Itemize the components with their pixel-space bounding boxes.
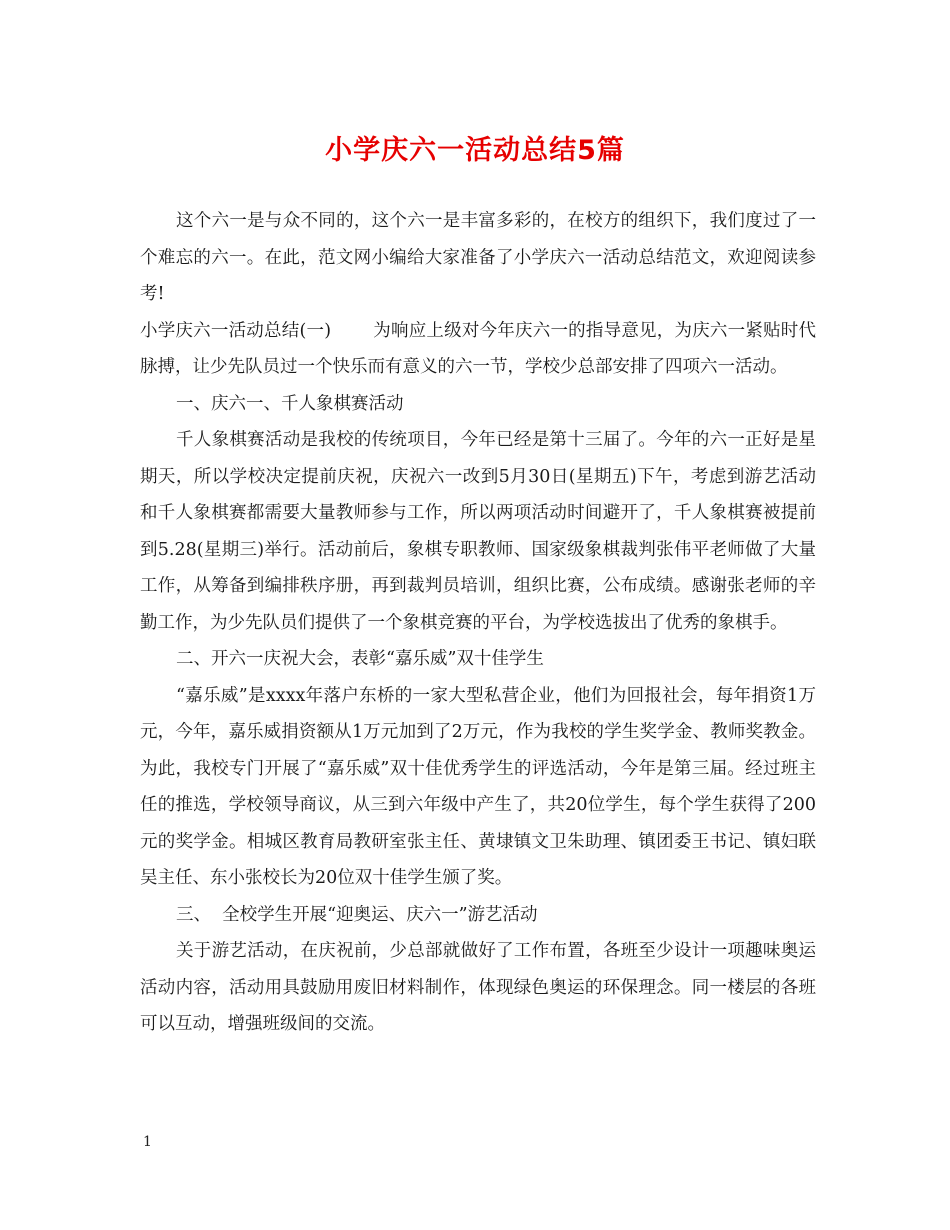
- section-heading: 一、庆六一、千人象棋赛活动: [176, 393, 404, 414]
- section-paragraph: 千人象棋赛活动是我校的传统项目，今年已经是第十三届了。今年的六一正好是星期天，所以学校决定提前庆祝，庆祝六一改到5月30日(星期五)下午，考虑到游艺活动和千人象棋赛都需要大量教师参与工作，所以两项活动时间避开了，千人象棋赛被提前到5.28(星期三)举行。活动前后，象棋专职教师、国家级象棋裁判张伟平老师做了大量工作，从筹备到编排秩序册，再到裁判员培训，组织比赛，公布成绩。感谢张老师的辛勤工作，为少先队员们提供了一个象棋竞赛的平台，为学校选拔出了优秀的象棋手。: [140, 430, 816, 633]
- document-body: [140, 203, 816, 1043]
- section-heading: 三、 全校学生开展“迎奥运、庆六一”游艺活动: [176, 904, 538, 925]
- section-paragraph: 关于游艺活动，在庆祝前，少总部就做好了工作布置，各班至少设计一项趣味奥运活动内容，活动用具鼓励用废旧材料制作，体现绿色奥运的环保理念。同一楼层的各班可以互动，增强班级间的交流。: [140, 941, 816, 1034]
- intro-paragraph: 这个六一是与众不同的，这个六一是丰富多彩的，在校方的组织下，我们度过了一个难忘的六一。在此，范文网小编给大家准备了小学庆六一活动总结范文，欢迎阅读参考!: [140, 211, 816, 304]
- summary-heading: 小学庆六一活动总结(一): [140, 320, 332, 341]
- document-title: 小学庆六一活动总结5篇: [325, 135, 625, 166]
- summary-lead: 为响应上级对今年庆六一的指导意见，为庆六一紧贴时代脉搏，让少先队员过一个快乐而有意义的六一节，学校少总部安排了四项六一活动。: [140, 320, 817, 377]
- section-paragraph: “嘉乐威”是xxxx年落户东桥的一家大型私营企业，他们为回报社会，每年捐资1万元，今年，嘉乐威捐资额从1万元加到了2万元，作为我校的学生奖学金、教师奖教金。为此，我校专门开展了“嘉乐威”双十佳优秀学生的评选活动，今年是第三届。经过班主任的推选，学校领导商议，从三到六年级中产生了，共20位学生，每个学生获得了200元的奖学金。相城区教育局教研室张主任、黄埭镇文卫朱助理、镇团委王书记、镇妇联吴主任、东小张校长为20位双十佳学生颁了奖。: [140, 685, 816, 888]
- section-heading: 二、开六一庆祝大会，表彰“嘉乐威”双十佳学生: [176, 649, 544, 669]
- page-number: 1: [143, 1134, 152, 1150]
- summary-paragraph: [140, 313, 816, 386]
